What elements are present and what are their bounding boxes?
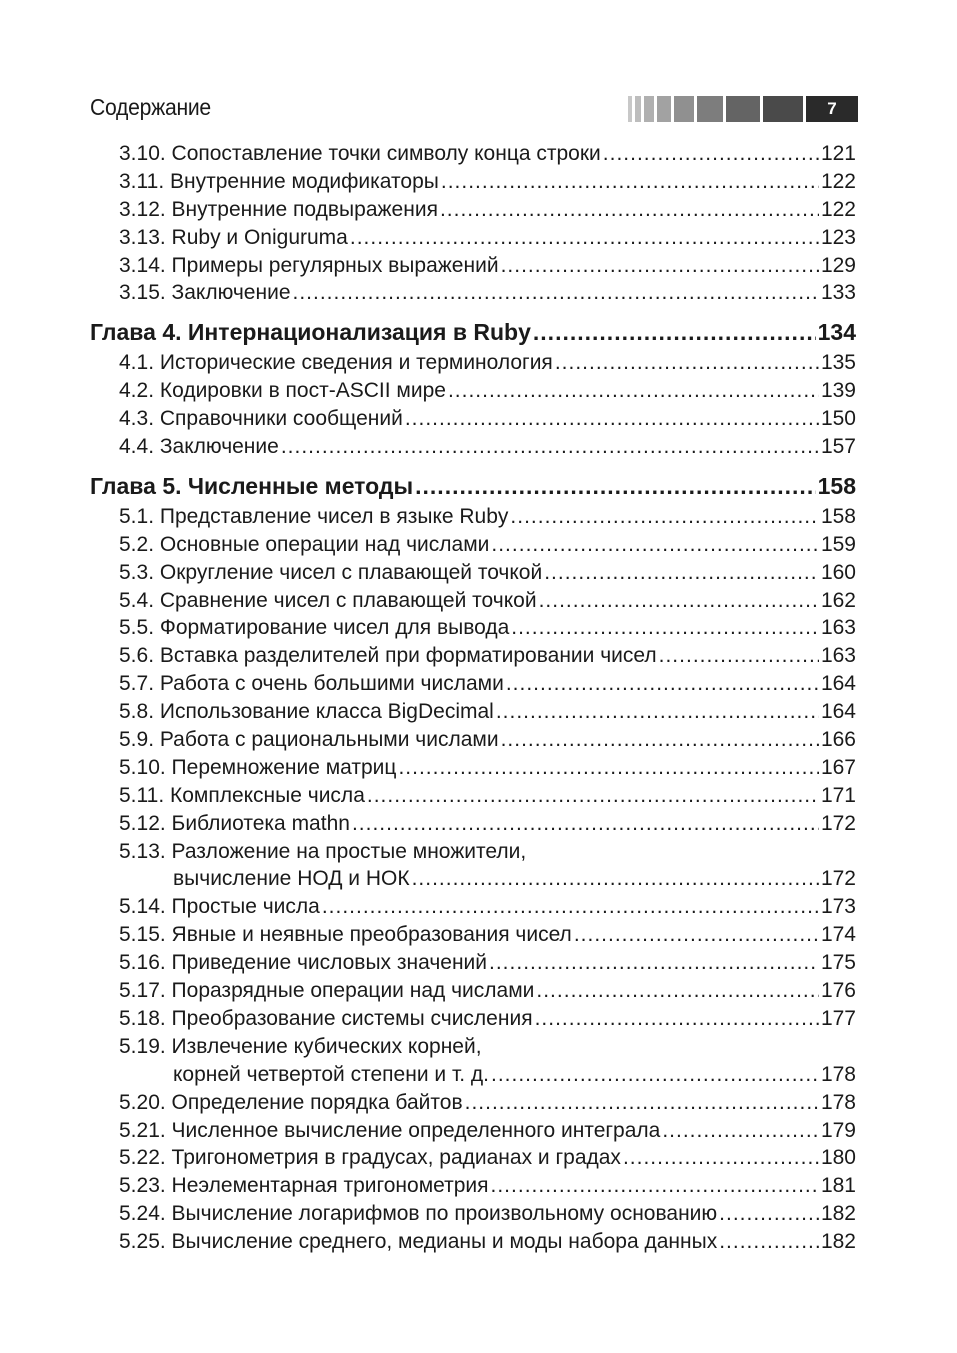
leader-dots bbox=[281, 433, 819, 461]
toc-entry-title: 3.10. Сопоставление точки символу конца строки bbox=[119, 142, 601, 165]
leader-dots bbox=[491, 531, 819, 559]
toc-entry-page: 150 bbox=[820, 407, 856, 431]
toc-entry-page: 122 bbox=[820, 197, 856, 221]
toc-entry-page: 177 bbox=[820, 1006, 856, 1030]
leader-dots bbox=[719, 1228, 819, 1256]
toc-entry bbox=[90, 1117, 856, 1145]
toc-entry-page: 129 bbox=[820, 253, 856, 277]
leader-dots bbox=[350, 224, 819, 252]
toc-entry bbox=[90, 810, 856, 838]
leader-dots bbox=[398, 754, 819, 782]
leader-dots bbox=[510, 503, 819, 531]
toc-entry-page: 139 bbox=[820, 379, 856, 403]
decor-bar bbox=[726, 96, 760, 122]
leader-dots bbox=[535, 1005, 819, 1033]
toc-entry-page: 159 bbox=[820, 532, 856, 556]
leader-dots bbox=[536, 977, 819, 1005]
toc-entry-title: 5.6. Вставка разделителей при форматировании чисел bbox=[119, 644, 657, 668]
toc-entry-page: 122 bbox=[820, 169, 856, 193]
leader-dots bbox=[539, 587, 819, 615]
toc-entry-title: 5.13. Разложение на простые множители, bbox=[119, 839, 527, 863]
toc-entry-page: 162 bbox=[820, 588, 856, 612]
toc-entry bbox=[90, 224, 856, 252]
toc-entry-title: Глава 5. Численные методы bbox=[90, 472, 414, 499]
leader-dots bbox=[367, 782, 819, 810]
decor-bar bbox=[644, 96, 654, 122]
header-decoration bbox=[628, 96, 858, 122]
decor-bar bbox=[657, 96, 671, 122]
decor-bar bbox=[628, 96, 632, 122]
toc-entry-page: 135 bbox=[820, 351, 856, 375]
toc-entry-page: 179 bbox=[820, 1118, 856, 1142]
toc-entry-page: 121 bbox=[820, 142, 856, 165]
toc-entry bbox=[90, 614, 856, 642]
leader-dots bbox=[603, 140, 819, 168]
toc-entry-page: 163 bbox=[820, 616, 856, 640]
toc-entry-page: 164 bbox=[820, 700, 856, 724]
toc-entry-title: 5.2. Основные операции над числами bbox=[119, 532, 490, 556]
toc-entry bbox=[90, 1089, 856, 1117]
toc-entry-title: вычисление НОД и НОК bbox=[173, 867, 410, 891]
leader-dots bbox=[448, 377, 819, 405]
toc-entry bbox=[90, 433, 856, 461]
toc-entry-title: 5.12. Библиотека mathn bbox=[119, 811, 350, 835]
toc-entry bbox=[90, 1005, 856, 1033]
toc-entry-page: 164 bbox=[820, 672, 856, 696]
toc-entry-page: 172 bbox=[820, 867, 856, 891]
toc-entry bbox=[90, 754, 856, 782]
leader-dots bbox=[415, 469, 815, 503]
header-title: Содержание bbox=[90, 94, 211, 120]
toc-entry-page: 157 bbox=[820, 435, 856, 459]
toc-entry bbox=[90, 531, 856, 559]
toc-entry-title: 5.5. Форматирование чисел для вывода bbox=[119, 616, 510, 640]
leader-dots bbox=[440, 196, 819, 224]
decor-bar bbox=[697, 96, 723, 122]
toc-entry-title: 4.3. Справочники сообщений bbox=[119, 407, 403, 431]
leader-dots bbox=[491, 1061, 819, 1089]
toc-entry-page: 178 bbox=[820, 1090, 856, 1114]
toc-entry-title: 5.7. Работа с очень большими числами bbox=[119, 672, 504, 696]
leader-dots bbox=[352, 810, 819, 838]
toc-entry bbox=[90, 196, 856, 224]
toc-entry-title: 4.2. Кодировки в пост-ASCII мире bbox=[119, 379, 446, 403]
toc-entry bbox=[90, 977, 856, 1005]
leader-dots bbox=[496, 698, 819, 726]
page-number: 7 bbox=[806, 96, 858, 122]
toc-entry-title: 5.20. Определение порядка байтов bbox=[119, 1090, 463, 1114]
leader-dots bbox=[322, 893, 819, 921]
leader-dots bbox=[511, 614, 819, 642]
leader-dots bbox=[489, 949, 819, 977]
leader-dots bbox=[623, 1144, 819, 1172]
toc-entry bbox=[90, 726, 856, 754]
toc-entry-title: 5.10. Перемножение матриц bbox=[119, 755, 397, 779]
toc-entry-title: 5.11. Комплексные числа bbox=[119, 783, 365, 807]
toc-entry bbox=[90, 349, 856, 377]
toc-entry-title: 3.13. Ruby и Oniguruma bbox=[119, 225, 348, 249]
toc-entry-page: 167 bbox=[820, 755, 856, 779]
decor-bar bbox=[763, 96, 803, 122]
toc-entry bbox=[90, 642, 856, 670]
leader-dots bbox=[574, 921, 819, 949]
toc-entry bbox=[90, 1200, 856, 1228]
toc-entry-title: 5.17. Поразрядные операции над числами bbox=[119, 979, 535, 1003]
leader-dots bbox=[533, 315, 816, 349]
toc-entry-title: 3.11. Внутренние модификаторы bbox=[119, 169, 439, 193]
leader-dots bbox=[501, 252, 819, 280]
toc-entry bbox=[90, 893, 856, 921]
toc-entry-title: 5.24. Вычисление логарифмов по произвольному основанию bbox=[119, 1202, 718, 1226]
leader-dots bbox=[405, 405, 819, 433]
toc-entry-title: 5.14. Простые числа bbox=[119, 895, 320, 919]
leader-dots bbox=[293, 279, 819, 307]
toc-entry-page: 166 bbox=[820, 728, 856, 752]
table-of-contents bbox=[90, 140, 856, 1256]
toc-entry-continuation bbox=[90, 865, 856, 893]
toc-entry-continuation bbox=[90, 1061, 856, 1089]
leader-dots bbox=[555, 349, 819, 377]
toc-entry bbox=[90, 1172, 856, 1200]
toc-entry-title: 5.8. Использование класса BigDecimal bbox=[119, 700, 494, 724]
toc-entry-title: 3.15. Заключение bbox=[119, 281, 291, 305]
toc-entry bbox=[90, 1144, 856, 1172]
toc-entry bbox=[90, 587, 856, 615]
toc-chapter-entry bbox=[90, 469, 856, 503]
toc-entry-title: 5.21. Численное вычисление определенного интеграла bbox=[119, 1118, 661, 1142]
toc-entry-page: 182 bbox=[820, 1202, 856, 1226]
leader-dots bbox=[544, 559, 819, 587]
toc-entry bbox=[90, 782, 856, 810]
toc-entry bbox=[90, 140, 856, 168]
toc-entry-title: 5.15. Явные и неявные преобразования чисел bbox=[119, 923, 572, 947]
leader-dots bbox=[659, 642, 819, 670]
toc-entry-page: 176 bbox=[820, 979, 856, 1003]
toc-entry-page: 123 bbox=[820, 225, 856, 249]
toc-entry-title: 3.12. Внутренние подвыражения bbox=[119, 197, 438, 221]
leader-dots bbox=[412, 865, 819, 893]
toc-entry bbox=[90, 670, 856, 698]
toc-entry-title: 5.4. Сравнение чисел с плавающей точкой bbox=[119, 588, 537, 612]
leader-dots bbox=[719, 1200, 819, 1228]
toc-entry-title: 4.4. Заключение bbox=[119, 435, 279, 459]
leader-dots bbox=[465, 1089, 819, 1117]
toc-entry-page: 134 bbox=[817, 319, 856, 346]
toc-entry bbox=[90, 168, 856, 196]
toc-entry-title: Глава 4. Интернационализация в Ruby bbox=[90, 319, 531, 346]
leader-dots bbox=[501, 726, 819, 754]
toc-entry-title: 3.14. Примеры регулярных выражений bbox=[119, 253, 499, 277]
toc-entry bbox=[90, 252, 856, 280]
toc-entry-title: 5.22. Тригонометрия в градусах, радианах и градах bbox=[119, 1146, 621, 1170]
toc-entry-page: 158 bbox=[817, 472, 856, 499]
toc-entry-title: 5.19. Извлечение кубических корней, bbox=[119, 1034, 482, 1058]
toc-entry bbox=[90, 698, 856, 726]
toc-entry-title: 5.18. Преобразование системы счисления bbox=[119, 1006, 533, 1030]
toc-entry bbox=[90, 949, 856, 977]
toc-chapter-entry bbox=[90, 315, 856, 349]
toc-entry bbox=[90, 1228, 856, 1256]
running-header bbox=[90, 92, 858, 128]
toc-entry bbox=[90, 405, 856, 433]
toc-entry bbox=[90, 838, 856, 866]
toc-entry-title: 5.3. Округление чисел с плавающей точкой bbox=[119, 560, 543, 584]
toc-entry-page: 181 bbox=[820, 1174, 856, 1198]
toc-entry-page: 163 bbox=[820, 644, 856, 668]
toc-entry-title: 5.23. Неэлементарная тригонометрия bbox=[119, 1174, 489, 1198]
toc-entry-title: 4.1. Исторические сведения и терминология bbox=[119, 351, 553, 375]
toc-entry-page: 173 bbox=[820, 895, 856, 919]
toc-entry-page: 172 bbox=[820, 811, 856, 835]
toc-entry-page: 175 bbox=[820, 951, 856, 975]
leader-dots bbox=[662, 1117, 819, 1145]
toc-entry-page: 178 bbox=[820, 1062, 856, 1086]
toc-entry bbox=[90, 279, 856, 307]
leader-dots bbox=[506, 670, 819, 698]
toc-entry-page: 182 bbox=[820, 1230, 856, 1254]
leader-dots bbox=[441, 168, 819, 196]
toc-entry-title: 5.16. Приведение числовых значений bbox=[119, 951, 488, 975]
toc-entry-page: 160 bbox=[820, 560, 856, 584]
toc-entry-title: 5.1. Представление чисел в языке Ruby bbox=[119, 504, 509, 528]
decor-bar bbox=[635, 96, 641, 122]
toc-entry bbox=[90, 559, 856, 587]
toc-entry-page: 171 bbox=[820, 783, 856, 807]
toc-entry bbox=[90, 377, 856, 405]
toc-entry-page: 174 bbox=[820, 923, 856, 947]
toc-entry-page: 133 bbox=[820, 281, 856, 305]
toc-entry-title: 5.9. Работа с рациональными числами bbox=[119, 728, 499, 752]
toc-entry-page: 158 bbox=[820, 504, 856, 528]
toc-entry bbox=[90, 503, 856, 531]
toc-entry-title: корней четвертой степени и т. д. bbox=[173, 1062, 489, 1086]
decor-bar bbox=[674, 96, 694, 122]
toc-entry-title: 5.25. Вычисление среднего, медианы и моды набора данных bbox=[119, 1230, 718, 1254]
leader-dots bbox=[491, 1172, 819, 1200]
toc-entry bbox=[90, 1033, 856, 1061]
toc-entry-page: 180 bbox=[820, 1146, 856, 1170]
toc-entry bbox=[90, 921, 856, 949]
